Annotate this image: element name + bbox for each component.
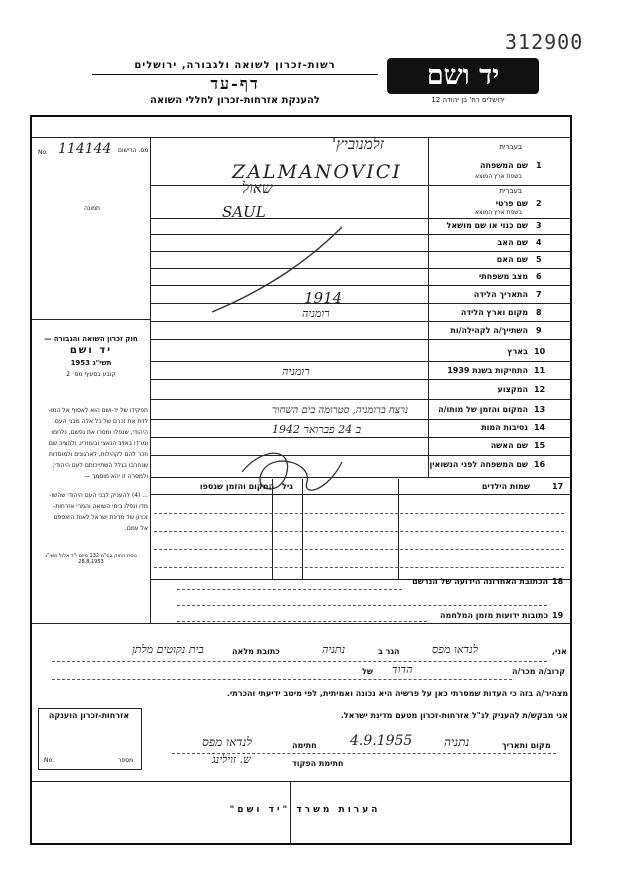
- field-5-num: 5: [536, 255, 542, 264]
- row-rule: [150, 321, 570, 322]
- children-row-line: [154, 531, 564, 532]
- relation-of-label: של: [362, 667, 373, 676]
- children-col-divider: [302, 479, 303, 579]
- field-19-label: כתובות ידועות מזמן המלחמה: [440, 611, 548, 620]
- row-rule: [150, 379, 570, 380]
- signature-value: לנדאו מפס: [202, 735, 253, 749]
- field-7-num: 7: [536, 290, 542, 299]
- field-5-label: שם האם: [496, 255, 528, 264]
- field-11-label: התחיקות בשנת 1939: [447, 366, 528, 375]
- children-header-rule: [150, 494, 570, 495]
- field-1-sub-hebrew: בעברית: [499, 143, 522, 151]
- row-rule: [150, 185, 570, 186]
- children-col-divider: [272, 479, 273, 579]
- yad-vashem-logo: יד ושם: [387, 58, 539, 94]
- field-2-value-latin: SAUL: [222, 203, 266, 221]
- address-label: כתובת מלאה: [232, 647, 280, 656]
- serial-number: 114144: [58, 141, 112, 157]
- field-6-label: מצב משפחתי: [478, 272, 528, 281]
- relation-line: [52, 679, 512, 680]
- photo-box-rule: [32, 319, 150, 320]
- field-4-num: 4: [536, 238, 542, 247]
- field-3-label: שם כנוי או שם מושאל: [446, 221, 528, 230]
- left-column-divider: [150, 137, 151, 623]
- field-19-num: 19: [552, 611, 564, 620]
- law-text-line: שנחרבו בגלל השתייכותם לעם היהודי;: [52, 462, 148, 469]
- law-text-line: אל עמם.: [124, 525, 148, 532]
- field-8-num: 8: [536, 308, 542, 317]
- label-column-divider: [428, 137, 429, 477]
- statement-accuracy: מצהיר/ה בזה כי העדות שמסרתי כאן על פרשיה היא נכונה ואמיתית, לפי מיטב ידיעתי והכרתי.: [226, 689, 568, 698]
- statement-request: אני מבקש/ת להעניק לנ"ל אזרחות-זכרון מטעם מדינת ישראל.: [340, 711, 568, 720]
- children-label: שמות הילדים: [481, 482, 530, 491]
- field-6-num: 6: [536, 272, 542, 281]
- field-18-line: [177, 605, 547, 606]
- stamp-title: אזרחות-זכרון הוענקה: [48, 711, 130, 720]
- signature-scribble: [232, 442, 352, 502]
- field-15-label: שם האשה: [490, 441, 528, 450]
- field-1-num: 1: [536, 161, 542, 170]
- field-9-label: השתייך/ה לקהילה/ות: [450, 326, 528, 335]
- field-7-value: 1914: [304, 289, 343, 307]
- logo-address: ירושלים רח' בן יהודה 12: [431, 96, 505, 104]
- law-block: [34, 333, 148, 381]
- children-row-line: [154, 513, 564, 514]
- row-rule: [150, 361, 570, 362]
- serial-prefix: No.: [38, 149, 48, 156]
- address-value: בית נקוטים מלתן: [132, 643, 204, 656]
- law-text-line: וזכר להם לקהילות, לארגונים ולמוסדות: [48, 451, 148, 458]
- declarant-name: לנדאו מפס: [432, 643, 478, 656]
- resident-label: הגר ב: [378, 647, 400, 656]
- field-2-value-hebrew: שאול: [242, 179, 273, 197]
- law-name: יד ושם: [69, 345, 113, 356]
- children-row-line: [154, 549, 564, 550]
- law-text-line: זכרון של מדינת ישראל לאות היאספם: [53, 514, 148, 521]
- form-top-rule: [32, 137, 570, 138]
- section-rule: [32, 781, 570, 782]
- field-18-line: [177, 589, 402, 590]
- field-4-label: שם האב: [497, 238, 528, 247]
- date-value: 4.9.1955: [350, 733, 413, 749]
- page-title: דף-עד: [210, 74, 260, 93]
- law-body: [34, 405, 148, 534]
- field-17-num: 17: [552, 482, 564, 491]
- row-rule: [150, 477, 570, 478]
- page-subtitle: להענקת אזרחות-זכרון לחללי השואה: [150, 95, 320, 106]
- office-notes-footer: הערות משרד "יד ושם": [229, 805, 381, 815]
- resident-value: נתניה: [322, 643, 346, 656]
- children-place-header: המקום והזמן שנספו: [199, 482, 275, 491]
- section-rule: [32, 623, 570, 624]
- field-13-num: 13: [534, 405, 546, 414]
- row-rule: [150, 339, 570, 340]
- field-13-value: נרצח ברומניה, סטרומה בים השחור: [272, 405, 409, 416]
- law-footnote: נוסח החוק בס"ח 132 מיום י"ד אלול תשי"ג 28.8.1953: [45, 553, 137, 565]
- law-year: תשי"ג 1953: [70, 359, 112, 367]
- authority-line: רשות-זכרון לשואה ולגבורה, ירושלים: [134, 60, 336, 71]
- children-age-header: גיל: [282, 482, 293, 491]
- declarant-line: [52, 661, 547, 662]
- field-1-label: שם המשפחה: [479, 161, 528, 170]
- law-section: קובע בסעיף מס׳ 2: [66, 371, 116, 378]
- field-19-line: [177, 621, 427, 622]
- archive-number: 312900: [505, 30, 584, 54]
- field-11-num: 11: [534, 366, 546, 375]
- field-11-value: רומניה: [282, 365, 310, 378]
- field-1-value-latin: ZALMANOVICI: [232, 161, 402, 183]
- field-2-sub-hebrew: בעברית: [499, 187, 522, 195]
- law-text-line: תפקידו של יד-ושם הוא לאסוף אל המו-: [48, 407, 148, 414]
- field-8-value: רומניה: [302, 307, 330, 320]
- supervisor-signature: ש. זוילינג: [212, 753, 251, 766]
- law-text-line: ... (4) להעניק לבני העם היהודי שהשו-: [49, 492, 148, 499]
- field-16-label: שם המשפחה לפני הנשואין: [429, 460, 528, 469]
- field-2-num: 2: [536, 199, 542, 208]
- field-16-num: 16: [534, 460, 546, 469]
- row-rule: [150, 437, 570, 438]
- law-text-line: לדת את זכרם של כל אלה מבני העם: [54, 418, 148, 425]
- field-1-sub-origin: בשפת ארץ המוצא: [474, 173, 522, 180]
- law-text-line: ומרדו באויב הנאצי ובעוזריו, ולהציב שם: [48, 440, 148, 447]
- field-18-label: הכתובת האחרונה הידועה של הנרשם: [412, 577, 548, 586]
- place-value: נתניה: [444, 735, 470, 749]
- stamp-number-prefix: No.: [44, 757, 54, 764]
- field-2-label: שם פרטי: [495, 199, 528, 208]
- field-7-label: התאריך הלידה: [473, 290, 528, 299]
- field-15-num: 15: [534, 441, 546, 450]
- field-8-label: מקום וארץ הלידה: [460, 308, 528, 317]
- relation-label: קרוב/ה מכר/ה: [512, 667, 566, 676]
- diagonal-stroke: [192, 217, 352, 317]
- field-12-num: 12: [534, 385, 546, 394]
- signature-label: חתימה: [292, 741, 317, 750]
- field-10-label: בארץ: [507, 347, 528, 356]
- field-14-num: 14: [534, 423, 546, 432]
- law-text-line: היהודי, שנפלו ומסרו את נפשם, נלחמו: [51, 429, 148, 436]
- serial-label: מס. הרישום: [118, 147, 149, 154]
- row-rule: [150, 419, 570, 420]
- field-12-label: המקצוע: [497, 385, 528, 394]
- field-14-value: ב 24 פברואר 1942: [272, 423, 362, 436]
- field-2-sub-origin: בשפת ארץ המוצא: [474, 209, 522, 216]
- law-text-line: מדו ונפלו בימי השואה והמרי אזרחות-: [53, 503, 148, 510]
- supervisor-label: חתימת הפקוד: [292, 759, 344, 768]
- row-rule: [150, 399, 570, 400]
- stamp-number-label: מספר: [118, 757, 134, 764]
- law-title: חוק זכרון השואה והגבורה —: [44, 335, 138, 343]
- declarant-label: אני,: [552, 647, 567, 656]
- field-3-num: 3: [536, 221, 542, 230]
- place-date-label: מקום ותאריך: [502, 741, 551, 750]
- photo-label: תמונה: [84, 205, 100, 212]
- field-13-label: המקום והזמן של מותו/ה: [438, 405, 528, 414]
- field-18-num: 18: [552, 577, 564, 586]
- row-rule: [150, 455, 570, 456]
- field-1-value-hebrew: זלמנוביץ': [332, 135, 384, 153]
- children-col-divider: [398, 479, 399, 579]
- field-14-label: נסיבות המות: [481, 423, 528, 432]
- children-row-line: [154, 567, 564, 568]
- relation-value: הדוד: [392, 663, 413, 676]
- law-text-line: ולמסרה זו יהא מוסמך —: [84, 473, 148, 480]
- field-9-num: 9: [536, 326, 542, 335]
- field-10-num: 10: [534, 347, 546, 356]
